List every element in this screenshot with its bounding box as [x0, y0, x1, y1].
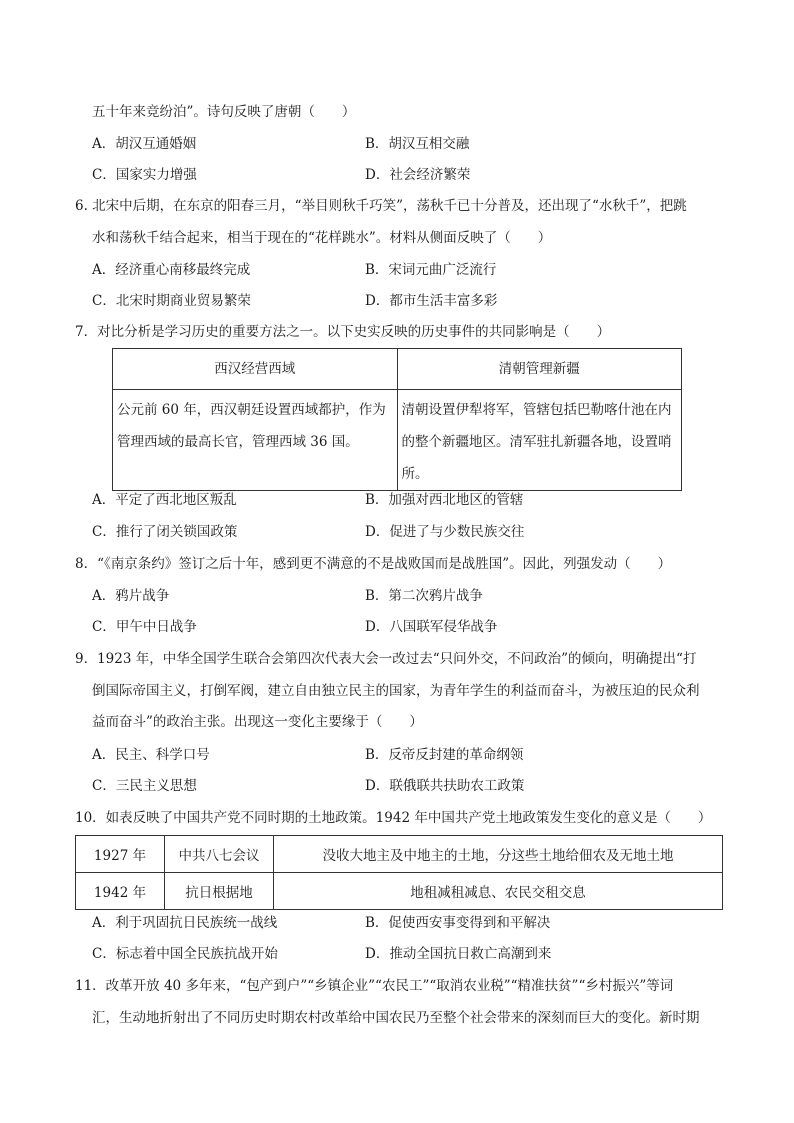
q9-option-c: C．三民主义思想	[92, 778, 197, 794]
q9-stem-line1: 9．1923 年，中华全国学生联合会第四次代表大会一改过去“只问外交，不问政治”的倾向，明确提出“打	[75, 651, 697, 667]
q9-stem-line2: 倒国际帝国主义，打倒军阀，建立自由独立民主的国家，为青年学生的利益而奋斗，为被压迫的民众利	[92, 683, 700, 699]
q11-stem-line2: 汇，生动地折射出了不同历史时期农村改革给中国农民乃至整个社会带来的深刻而巨大的变化。新时期	[92, 1010, 700, 1026]
q8-stem: 8．“《南京条约》签订之后十年，感到更不满意的不是战败国而是战胜国”。因此，列强发动（ ）	[75, 556, 672, 572]
q6-option-d: D．都市生活丰富多彩	[365, 293, 498, 309]
q7-option-d: D．促进了与少数民族交往	[365, 524, 525, 540]
q5-option-b: B．胡汉互相交融	[365, 136, 470, 152]
q6-option-c: C．北宋时期商业贸易繁荣	[92, 293, 251, 309]
q10-stem: 10．如表反映了中国共产党不同时期的土地政策。1942 年中国共产党土地政策发生变化的意义是（ ）	[75, 810, 712, 826]
q10-cell-year: 1942 年	[76, 873, 165, 910]
q7-option-a: A．平定了西北地区叛乱	[92, 492, 237, 508]
table-row	[76, 873, 723, 910]
q7-stem: 7．对比分析是学习历史的重要方法之一。以下史实反映的历史事件的共同影响是（ ）	[75, 324, 611, 340]
q5-option-c: C．国家实力增强	[92, 167, 197, 183]
q7-option-b: B．加强对西北地区的管辖	[365, 492, 524, 508]
q7-option-c: C．推行了闭关锁国政策	[92, 524, 238, 540]
q8-option-b: B．第二次鸦片战争	[365, 588, 483, 604]
q10-cell-event: 中共八七会议	[165, 836, 274, 873]
q9-option-d: D．联俄联共扶助农工政策	[365, 778, 525, 794]
q9-option-a: A．民主、科学口号	[92, 747, 210, 763]
q5-stem-continuation: 五十年来竞纷泊”。诗句反映了唐朝（ ）	[92, 104, 356, 120]
q7-comparison-table	[112, 348, 682, 491]
q10-option-c: C．标志着中国全民族抗战开始	[92, 946, 278, 962]
q7-table-header-qing: 清朝管理新疆	[397, 349, 682, 390]
q10-option-d: D．推动全国抗日救亡高潮到来	[365, 946, 552, 962]
q6-stem-line2: 水和荡秋千结合起来，相当于现在的“花样跳水”。材料从侧面反映了（ ）	[92, 230, 552, 246]
q10-cell-event: 抗日根据地	[165, 873, 274, 910]
table-row	[76, 836, 723, 873]
q10-option-b: B．促使西安事变得到和平解决	[365, 915, 551, 931]
q7-table-header-western-han: 西汉经营西域	[113, 349, 398, 390]
q5-option-a: A．胡汉互通婚姻	[92, 136, 197, 152]
q6-option-b: B．宋词元曲广泛流行	[365, 262, 497, 278]
q7-table-cell-western-han: 公元前 60 年，西汉朝廷设置西域都护，作为管理西域的最高长官，管理西域 36 国。	[113, 390, 398, 491]
q9-option-b: B．反帝反封建的革命纲领	[365, 747, 524, 763]
q8-option-d: D．八国联军侵华战争	[365, 619, 498, 635]
q10-cell-year: 1927 年	[76, 836, 165, 873]
q9-stem-line3: 益而奋斗”的政治主张。出现这一变化主要缘于（ ）	[92, 714, 423, 730]
q10-cell-policy: 没收大地主及中地主的土地，分这些土地给佃农及无地土地	[274, 836, 723, 873]
q6-option-a: A．经济重心南移最终完成	[92, 262, 251, 278]
q8-option-a: A．鸦片战争	[92, 588, 170, 604]
q10-land-policy-table	[75, 835, 723, 910]
q5-option-d: D．社会经济繁荣	[365, 167, 471, 183]
q8-option-c: C．甲午中日战争	[92, 619, 197, 635]
q10-cell-policy: 地租减租减息、农民交租交息	[274, 873, 723, 910]
q10-option-a: A．利于巩固抗日民族统一战线	[92, 915, 278, 931]
q11-stem-line1: 11．改革开放 40 多年来，“包产到户”“乡镇企业”“农民工”“取消农业税”“精准扶贫”“乡村振兴”等词	[75, 978, 674, 994]
q6-stem-line1: 6. 北宋中后期，在东京的阳春三月，“举目则秋千巧笑”，荡秋千已十分普及，还出现了“水秋千”，把跳	[75, 198, 687, 214]
q7-table-cell-qing: 清朝设置伊犁将军，管辖包括巴勒喀什池在内的整个新疆地区。清军驻扎新疆各地，设置哨所。	[397, 390, 682, 491]
